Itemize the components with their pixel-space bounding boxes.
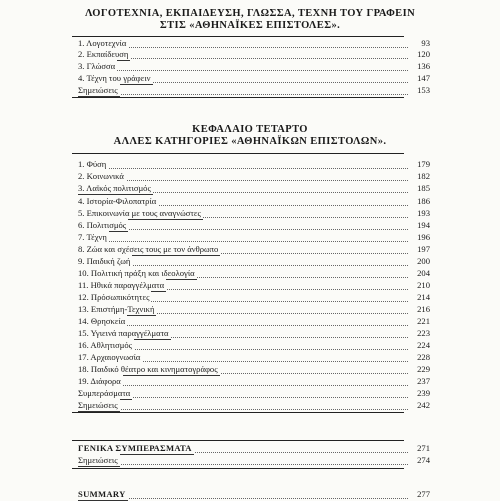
toc-entry-page: 224 [408,339,430,351]
toc-entry-page: 242 [408,399,430,411]
toc-entry[interactable] [78,72,430,84]
toc-entry-page: 216 [408,303,430,315]
section3-bottom-divider [72,468,404,469]
toc-entry-label: 10. Πολιτική πράξη και ιδεολογία [78,268,195,278]
section2-title-line2: ΑΛΛΕΣ ΚΑΤΗΓΟΡΙΕΣ «ΑΘΗΝΑΪΚΩΝ ΕΠΙΣΤΟΛΩΝ». [113,136,387,147]
dot-leader [78,180,408,181]
toc-entry-label: Σημειώσεις [78,455,118,465]
toc-entry-page: 193 [408,207,430,219]
toc-entry[interactable] [78,387,430,399]
toc-entry-label: 3. Γλώσσα [78,61,116,71]
toc-entry-label: 8. Ζώα και σχέσεις τους με τον άνθρωπο [78,244,219,254]
toc-entry-page: 186 [408,195,430,207]
toc-entry[interactable] [78,267,430,279]
toc-entry-label: 19. Διάφορα [78,376,121,386]
toc-entry-label: 1. Φύση [78,159,107,169]
toc-entry-label: 1. Λογοτεχνία [78,38,127,48]
toc-entry-page: 271 [408,442,430,454]
toc-entry[interactable] [78,339,430,351]
toc-entry[interactable] [78,255,430,267]
toc-entry-label: 15. Υγιεινά παραγγέλματα [78,328,169,338]
toc-entry[interactable] [78,195,430,207]
toc-entry-label: 14. Θρησκεία [78,316,126,326]
toc-entry[interactable] [78,243,430,255]
toc-entry-label: 17. Αρχαιογνωσία [78,352,141,362]
dot-leader [78,70,408,71]
section2-divider [72,153,404,154]
toc-entry-label: 3. Λαϊκός πολιτισμός [78,183,151,193]
toc-entry-page: 147 [408,72,430,84]
toc-entry-label: 11. Ηθικά παραγγέλματα [78,280,165,290]
toc-entry[interactable] [78,454,430,466]
toc-entry-label: 5. Επικοινωνία με τους αναγνώστες [78,208,201,218]
toc-entry-page: 93 [408,37,430,49]
toc-entry-page: 214 [408,291,430,303]
toc-entry-page: 223 [408,327,430,339]
dot-leader [78,94,408,95]
toc-entry-page: 196 [408,231,430,243]
toc-entry[interactable] [78,291,430,303]
toc-entry[interactable] [78,231,430,243]
toc-entry[interactable] [78,351,430,363]
toc-entry[interactable] [78,488,430,500]
toc-entry-page: 221 [408,315,430,327]
toc-entry-page: 179 [408,158,430,170]
toc-entry-page: 229 [408,363,430,375]
toc-entry-label: 9. Παιδική ζωή [78,256,131,266]
toc-entry-label: Σημειώσεις [78,85,118,95]
toc-entry-page: 237 [408,375,430,387]
toc-entry-label: 13. Επιστήμη-Τεχνική [78,304,155,314]
toc-entry[interactable] [78,60,430,72]
toc-entry-label: 6. Πολιτισμός [78,220,127,230]
toc-entry-page: 200 [408,255,430,267]
toc-entry[interactable] [78,182,430,194]
toc-entry-page: 194 [408,219,430,231]
toc-entry-page: 204 [408,267,430,279]
toc-entry-label: 18. Παιδικό θέατρο και κινηματογράφος [78,364,218,374]
section2-title-line1: ΚΕΦΑΛΑΙΟ ΤΕΤΑΡΤΟ [192,124,308,135]
toc-entry[interactable] [78,37,430,49]
toc-entry[interactable] [78,399,430,411]
section1-title-line1: ΛΟΓΟΤΕΧΝΙΑ, ΕΚΠΑΙΔΕΥΣΗ, ΓΛΩΣΣΑ, ΤΕΧΝΗ ΤΟΥ ΓΡΑΦΕΙΝ [84,8,416,19]
toc-entry-page: 153 [408,84,430,96]
dot-leader [78,325,408,326]
toc-entry-page: 210 [408,279,430,291]
toc-entry[interactable] [78,219,430,231]
toc-entry-label: SUMMARY [78,489,126,499]
toc-entry[interactable] [78,279,430,291]
toc-entry[interactable] [78,303,430,315]
toc-entry-page: 197 [408,243,430,255]
dot-leader [78,385,408,386]
toc-entry[interactable] [78,170,430,182]
toc-entry-page: 185 [408,182,430,194]
toc-entry[interactable] [78,48,430,60]
toc-entry-page: 274 [408,454,430,466]
toc-entry-label: Σημειώσεις [78,400,118,410]
dot-leader [78,168,408,169]
toc-entry-label: 4. Ιστορία-Φιλοπατρία [78,196,157,206]
toc-entry-label: Συμπεράσματα [78,388,131,398]
toc-entry-label: 7. Τέχνη [78,232,107,242]
dot-leader [78,409,408,410]
toc-entry-page: 120 [408,48,430,60]
section1-bottom-divider [72,97,404,98]
toc-entry[interactable] [78,363,430,375]
toc-entry[interactable] [78,158,430,170]
toc-entry-label: 12. Πρόσωπικότητες [78,292,150,302]
toc-entry-label: ΓΕΝΙΚΑ ΣΥΜΠΕΡΑΣΜΑΤΑ [78,443,192,453]
toc-entry-page: 228 [408,351,430,363]
dot-leader [78,241,408,242]
toc-entry-page: 182 [408,170,430,182]
dot-leader [78,464,408,465]
toc-entry-label: 2. Κοινωνικά [78,171,124,181]
section2-bottom-divider [72,412,404,413]
section1-title-line2: ΣΤΙΣ «ΑΘΗΝΑΪΚΕΣ ΕΠΙΣΤΟΛΕΣ». [159,20,341,31]
toc-entry[interactable] [78,84,430,96]
toc-entry-label: 2. Εκπαίδευση [78,49,129,59]
toc-entry-page: 277 [408,488,430,500]
toc-entry[interactable] [78,327,430,339]
toc-entry-label: 4. Τέχνη του γράφειν [78,73,151,83]
toc-entry[interactable] [78,315,430,327]
section3-divider [72,440,404,441]
toc-entry-page: 136 [408,60,430,72]
toc-entry[interactable] [78,442,430,454]
toc-entry-page: 239 [408,387,430,399]
toc-entry[interactable] [78,375,430,387]
toc-entry-label: 16. Αθλητισμός [78,340,133,350]
toc-entry[interactable] [78,207,430,219]
